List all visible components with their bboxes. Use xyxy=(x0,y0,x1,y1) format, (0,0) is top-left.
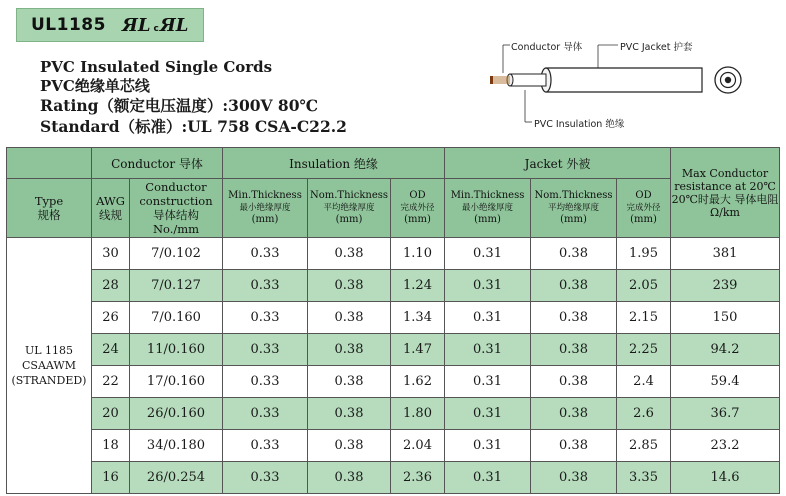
col-ins-min-unit: (mm) xyxy=(251,214,279,225)
cell-jk-od: 1.95 xyxy=(617,238,671,270)
cell-ins-nom: 0.38 xyxy=(308,270,391,302)
cell-construction: 26/0.160 xyxy=(130,398,223,430)
group-jacket: Jacket 外被 xyxy=(445,148,671,179)
table-row xyxy=(7,238,780,270)
cell-max-res: 94.2 xyxy=(671,334,780,366)
col-ins-min xyxy=(223,179,308,238)
cell-jk-min: 0.31 xyxy=(445,334,531,366)
col-jk-od-en: OD xyxy=(635,190,652,201)
type-cell-line2: CSAAWM xyxy=(22,359,76,372)
col-jk-od-unit: (mm) xyxy=(630,214,657,225)
col-type-en: Type xyxy=(34,194,64,208)
type-cell-line3: (STRANDED) xyxy=(11,374,87,387)
cell-ins-nom: 0.38 xyxy=(308,302,391,334)
cell-construction: 17/0.160 xyxy=(130,366,223,398)
type-cell xyxy=(7,238,92,494)
cell-jk-min: 0.31 xyxy=(445,238,531,270)
cell-ins-min: 0.33 xyxy=(223,366,308,398)
col-ins-od-unit: (mm) xyxy=(404,214,431,225)
group-conductor: Conductor 导体 xyxy=(92,148,223,179)
canada-mark: c xyxy=(153,23,159,34)
col-jk-nom-cn: 平均绝缘厚度 xyxy=(548,203,600,213)
cable-cross-section-diagram xyxy=(470,30,770,140)
conductor-label: Conductor 导体 xyxy=(511,42,583,53)
col-jk-nom xyxy=(531,179,617,238)
cell-jk-nom: 0.38 xyxy=(531,398,617,430)
cell-jk-od: 2.05 xyxy=(617,270,671,302)
cell-construction: 11/0.160 xyxy=(130,334,223,366)
table-row xyxy=(7,302,780,334)
col-ins-nom-cn: 平均绝缘厚度 xyxy=(323,203,375,213)
specification-table xyxy=(6,147,780,494)
cell-construction: 34/0.180 xyxy=(130,430,223,462)
col-ins-od-cn: 完成外径 xyxy=(400,203,435,213)
cell-ins-min: 0.33 xyxy=(223,334,308,366)
cell-jk-nom: 0.38 xyxy=(531,302,617,334)
col-awg-en: AWG xyxy=(96,194,125,208)
type-cell-line1: UL 1185 xyxy=(24,344,74,357)
cell-jk-min: 0.31 xyxy=(445,302,531,334)
rating-line: Rating（额定电压温度）:300V 80℃ xyxy=(40,96,319,115)
table-row xyxy=(7,334,780,366)
col-ins-nom xyxy=(308,179,391,238)
col-construction xyxy=(130,179,223,238)
jacket-label: PVC Jacket 护套 xyxy=(620,42,693,53)
col-ins-nom-unit: (mm) xyxy=(335,214,363,225)
cell-awg: 22 xyxy=(92,366,130,398)
col-jk-od-cn: 完成外径 xyxy=(626,203,661,213)
cell-max-res: 59.4 xyxy=(671,366,780,398)
table-row xyxy=(7,398,780,430)
cell-construction: 7/0.102 xyxy=(130,238,223,270)
cell-max-res: 381 xyxy=(671,238,780,270)
col-jk-min xyxy=(445,179,531,238)
table-row xyxy=(7,366,780,398)
insulation-label: PVC Insulation 绝缘 xyxy=(534,119,625,130)
product-code-badge xyxy=(16,8,204,42)
cell-jk-nom: 0.38 xyxy=(531,430,617,462)
standard-line: Standard（标准）:UL 758 CSA-C22.2 xyxy=(40,117,347,136)
cell-ins-od: 1.62 xyxy=(391,366,445,398)
col-construction-unit: No./mm xyxy=(152,222,200,236)
cell-construction: 7/0.160 xyxy=(130,302,223,334)
cell-max-res: 14.6 xyxy=(671,462,780,494)
col-jk-nom-unit: (mm) xyxy=(560,214,587,225)
cell-awg: 24 xyxy=(92,334,130,366)
cell-construction: 26/0.254 xyxy=(130,462,223,494)
cell-max-res: 36.7 xyxy=(671,398,780,430)
cell-jk-od: 3.35 xyxy=(617,462,671,494)
cell-ins-min: 0.33 xyxy=(223,398,308,430)
cell-jk-min: 0.31 xyxy=(445,398,531,430)
group-insulation: Insulation 绝缘 xyxy=(223,148,445,179)
cell-ins-nom: 0.38 xyxy=(308,430,391,462)
ul-mark-right: ЯL xyxy=(159,14,189,36)
cell-construction: 7/0.127 xyxy=(130,270,223,302)
table-row xyxy=(7,430,780,462)
header-spacer xyxy=(7,148,92,179)
cell-ins-od: 2.36 xyxy=(391,462,445,494)
cell-jk-od: 2.85 xyxy=(617,430,671,462)
cell-awg: 30 xyxy=(92,238,130,270)
col-construction-cn: 导体结构 xyxy=(153,208,199,222)
cell-awg: 16 xyxy=(92,462,130,494)
cell-ins-od: 1.10 xyxy=(391,238,445,270)
cell-jk-od: 2.4 xyxy=(617,366,671,398)
col-ins-min-en: Min.Thickness xyxy=(228,190,302,201)
cell-jk-min: 0.31 xyxy=(445,462,531,494)
cell-awg: 28 xyxy=(92,270,130,302)
cell-jk-nom: 0.38 xyxy=(531,238,617,270)
col-max-resistance: Max Conductor resistance at 20℃ 20℃时最大 导体电阻 Ω/km xyxy=(671,148,780,238)
cell-ins-nom: 0.38 xyxy=(308,334,391,366)
cell-ins-min: 0.33 xyxy=(223,270,308,302)
cell-ins-nom: 0.38 xyxy=(308,366,391,398)
cell-ins-od: 1.47 xyxy=(391,334,445,366)
col-jk-od xyxy=(617,179,671,238)
col-ins-od-en: OD xyxy=(409,190,426,201)
cell-ins-nom: 0.38 xyxy=(308,462,391,494)
cell-awg: 18 xyxy=(92,430,130,462)
col-jk-nom-en: Nom.Thickness xyxy=(534,190,613,201)
col-ins-od xyxy=(391,179,445,238)
cell-awg: 26 xyxy=(92,302,130,334)
cell-ins-od: 2.04 xyxy=(391,430,445,462)
cell-jk-nom: 0.38 xyxy=(531,270,617,302)
col-awg xyxy=(92,179,130,238)
cell-jk-min: 0.31 xyxy=(445,270,531,302)
cell-jk-od: 2.15 xyxy=(617,302,671,334)
col-jk-min-cn: 最小绝缘厚度 xyxy=(462,203,514,213)
cell-ins-od: 1.80 xyxy=(391,398,445,430)
spec-title-block xyxy=(40,58,347,137)
cell-max-res: 150 xyxy=(671,302,780,334)
cell-jk-min: 0.31 xyxy=(445,366,531,398)
cell-jk-min: 0.31 xyxy=(445,430,531,462)
cell-ins-od: 1.24 xyxy=(391,270,445,302)
title-chinese: PVC绝缘单芯线 xyxy=(40,77,150,95)
col-construction-en: Conductor construction xyxy=(139,180,213,208)
col-jk-min-en: Min.Thickness xyxy=(450,190,525,201)
cell-jk-nom: 0.38 xyxy=(531,334,617,366)
cell-ins-nom: 0.38 xyxy=(308,398,391,430)
ul-certification-logo xyxy=(122,15,188,36)
col-type xyxy=(7,179,92,238)
table-row xyxy=(7,462,780,494)
cell-jk-od: 2.6 xyxy=(617,398,671,430)
col-ins-nom-en: Nom.Thickness xyxy=(309,190,389,201)
table-row xyxy=(7,270,780,302)
cell-max-res: 23.2 xyxy=(671,430,780,462)
cell-ins-min: 0.33 xyxy=(223,430,308,462)
cell-ins-min: 0.33 xyxy=(223,302,308,334)
cell-ins-min: 0.33 xyxy=(223,238,308,270)
title-english: PVC Insulated Single Cords xyxy=(40,58,273,76)
cell-ins-min: 0.33 xyxy=(223,462,308,494)
cell-awg: 20 xyxy=(92,398,130,430)
specification-rows xyxy=(7,238,780,494)
col-awg-cn: 线规 xyxy=(99,208,122,222)
col-ins-min-cn: 最小绝缘厚度 xyxy=(239,203,291,213)
cell-jk-nom: 0.38 xyxy=(531,366,617,398)
col-jk-min-unit: (mm) xyxy=(474,214,501,225)
col-type-cn: 规格 xyxy=(37,208,61,222)
ul-mark-left: ЯL xyxy=(121,14,151,36)
cell-max-res: 239 xyxy=(671,270,780,302)
cell-ins-nom: 0.38 xyxy=(308,238,391,270)
cell-ins-od: 1.34 xyxy=(391,302,445,334)
cell-jk-nom: 0.38 xyxy=(531,462,617,494)
cell-jk-od: 2.25 xyxy=(617,334,671,366)
product-code: UL1185 xyxy=(31,15,106,35)
